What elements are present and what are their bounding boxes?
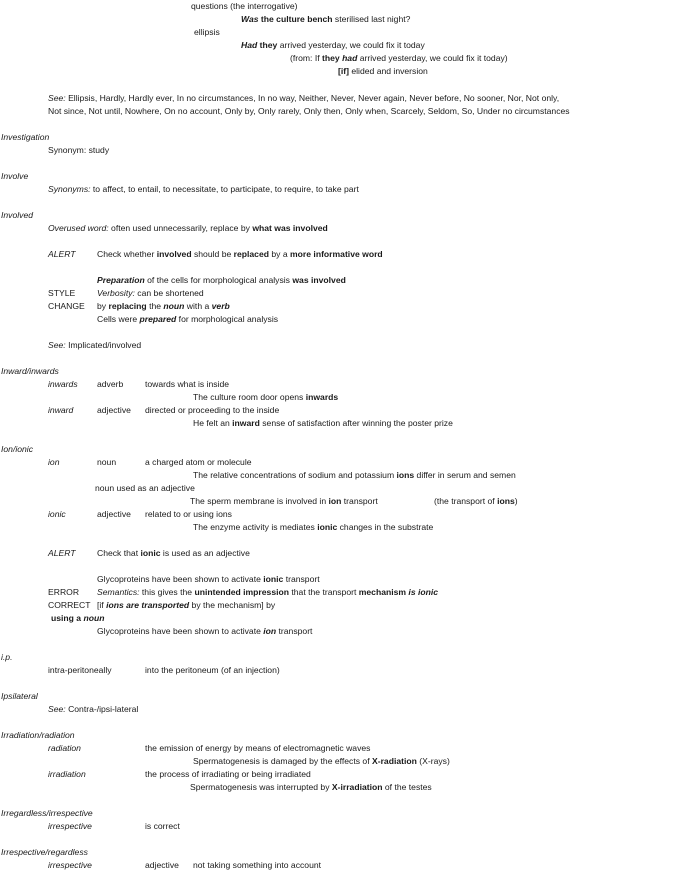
- error-label: ERROR: [48, 587, 80, 597]
- example-emph: ions: [497, 496, 515, 506]
- example-emph: X-irradiation: [331, 782, 383, 792]
- transport-of-ions: [434, 496, 518, 507]
- definition: directed or proceeding to the inside: [145, 405, 280, 415]
- example-emph: was involved: [292, 275, 346, 285]
- see-label: See:: [48, 704, 66, 714]
- example-text: transport: [341, 496, 378, 506]
- see-label: See:: [48, 340, 66, 350]
- example-emph: inward: [232, 418, 260, 428]
- note-emph: verb: [211, 301, 230, 311]
- see-label: See:: [48, 93, 66, 103]
- pos-adverb: adverb: [97, 379, 124, 389]
- see-text: Implicated/involved: [65, 340, 142, 350]
- overused-line: [48, 223, 328, 234]
- verbosity-label: Verbosity:: [97, 288, 135, 298]
- example-text: transport: [276, 626, 313, 636]
- example-emph: ionic: [317, 522, 338, 532]
- example-emph: had: [342, 53, 358, 63]
- example-text: transport: [283, 574, 320, 584]
- definition: not taking something into account: [193, 860, 322, 870]
- example-emph: they: [322, 53, 340, 63]
- example-text: sense of satisfaction after winning the poster prize: [259, 418, 453, 428]
- note-text: should be: [191, 249, 234, 259]
- see-also-ipsilateral: [48, 704, 138, 715]
- example-emph: prepared: [139, 314, 177, 324]
- questions-example: [241, 14, 410, 25]
- note-emph: ionic: [140, 548, 161, 558]
- definition: the process of irradiating or being irradiated: [145, 769, 311, 779]
- note-emph: using a: [51, 613, 84, 623]
- example-emph: they: [257, 40, 278, 50]
- correct-text: [97, 600, 275, 611]
- example-text: of the cells for morphological analysis: [144, 275, 293, 285]
- alert-text: [97, 249, 383, 260]
- example-text: Spermatogenesis is damaged by the effects of: [193, 756, 372, 766]
- from-line: [290, 53, 508, 64]
- example-emph: Preparation: [97, 275, 145, 285]
- example-ionic: [193, 522, 433, 533]
- example-emph: Had: [241, 40, 258, 50]
- example-text: Glycoproteins have been shown to activate: [97, 574, 264, 584]
- word-inwards: inwards: [48, 379, 78, 389]
- pos-adjective: adjective: [97, 509, 131, 519]
- example-emph: the culture bench: [260, 14, 333, 24]
- semantics-label: Semantics:: [97, 587, 140, 597]
- example-text: differ in serum and semen: [414, 470, 516, 480]
- pos-adjective: adjective: [145, 860, 179, 870]
- ellipsis-example: [241, 40, 425, 51]
- example-text: The enzyme activity is mediates: [193, 522, 318, 532]
- example-text: (X-rays): [416, 756, 450, 766]
- example-text: elided and inversion: [348, 66, 428, 76]
- preparation-example: [97, 275, 346, 286]
- synonyms-line: [48, 184, 359, 195]
- word-irrespective: irrespective: [48, 821, 92, 831]
- change-text: [97, 301, 230, 312]
- example-text: Glycoproteins have been shown to activate: [97, 626, 264, 636]
- alert-label: ALERT: [48, 548, 76, 558]
- example-x-irradiation: [190, 782, 432, 793]
- note-emph: ions are transported: [106, 600, 190, 610]
- example-emph: ionic: [263, 574, 284, 584]
- example-text: The relative concentrations of sodium and potassium: [193, 470, 397, 480]
- see-also-involved: [48, 340, 141, 351]
- headword-involve: Involve: [1, 171, 29, 181]
- example-text: arrived yesterday, we could fix it today): [357, 53, 508, 63]
- example-text: The culture room door opens: [193, 392, 306, 402]
- prepared-example: [97, 314, 278, 325]
- example-emph: ion: [328, 496, 342, 506]
- change-label: CHANGE: [48, 301, 85, 311]
- headword-involved: Involved: [1, 210, 34, 220]
- headword-irregardless: Irregardless/irrespective: [1, 808, 93, 818]
- example-x-radiation: [193, 756, 450, 767]
- pos-adjective: adjective: [97, 405, 131, 415]
- note-emph: replacing: [108, 301, 147, 311]
- note-text: Check that: [97, 548, 141, 558]
- example-ions: [193, 470, 516, 481]
- example-text: for morphological analysis: [176, 314, 279, 324]
- example-inward: [193, 418, 453, 429]
- example-emph: [if]: [338, 66, 349, 76]
- headword-irrespective: Irrespective/regardless: [1, 847, 88, 857]
- see-also-line-1: [48, 93, 559, 104]
- see-text: Ellipsis, Hardly, Hardly ever, In no circumstances, In no way, Neither, Never, Never again, Never before, No sooner, Nor, Not only,: [65, 93, 560, 103]
- note-emph: more informative word: [290, 249, 383, 259]
- note-text: [if: [97, 600, 107, 610]
- note-text: by: [97, 301, 109, 311]
- synonym-line: Synonym: study: [48, 145, 110, 155]
- example-text: changes in the substrate: [337, 522, 434, 532]
- example-text: arrived yesterday, we could fix it today: [277, 40, 425, 50]
- definition: the emission of energy by means of electromagnetic waves: [145, 743, 371, 753]
- example-text: (from: If: [290, 53, 322, 63]
- example-text: He felt an: [193, 418, 233, 428]
- synonyms-text: to affect, to entail, to necessitate, to participate, to require, to take part: [90, 184, 359, 194]
- elided-line: [338, 66, 428, 77]
- example-emph: Was: [241, 14, 259, 24]
- note-emph: noun: [163, 301, 185, 311]
- example-emph: inwards: [305, 392, 339, 402]
- note-emph: replaced: [233, 249, 269, 259]
- example-text: ): [514, 496, 518, 506]
- synonyms-label: Synonyms:: [48, 184, 91, 194]
- word-irradiation: irradiation: [48, 769, 86, 779]
- example-text: (the transport of: [434, 496, 498, 506]
- note-text: by the mechanism] by: [189, 600, 276, 610]
- example-text: Spermatogenesis was interrupted by: [190, 782, 332, 792]
- error-text: [97, 587, 438, 598]
- note-emph: noun: [83, 613, 105, 623]
- word-intra-peritoneally: intra-peritoneally: [48, 665, 112, 675]
- note-is-correct: is correct: [145, 821, 180, 831]
- glycoproteins-ionic: [97, 574, 320, 585]
- headword-ip: i.p.: [1, 652, 13, 662]
- word-inward: inward: [48, 405, 74, 415]
- example-text: sterilised last night?: [332, 14, 411, 24]
- note-emph: mechanism: [358, 587, 407, 597]
- definition: related to or using ions: [145, 509, 232, 519]
- note-text: by a: [269, 249, 291, 259]
- correct-label: CORRECT: [48, 600, 91, 610]
- example-emph: ions: [396, 470, 415, 480]
- alert-label: ALERT: [48, 249, 76, 259]
- note-text: Check whether: [97, 249, 157, 259]
- example-ion-transport: [190, 496, 378, 507]
- example-inwards: [193, 392, 338, 403]
- word-ionic: ionic: [48, 509, 66, 519]
- overused-label: Overused word:: [48, 223, 109, 233]
- style-text: [97, 288, 204, 299]
- using-noun: [51, 613, 104, 624]
- glycoproteins-ion: [97, 626, 312, 637]
- definition: towards what is inside: [145, 379, 230, 389]
- style-label: STYLE: [48, 288, 76, 298]
- headword-inward: Inward/inwards: [1, 366, 59, 376]
- noun-as-adjective: noun used as an adjective: [95, 483, 195, 493]
- definition: a charged atom or molecule: [145, 457, 252, 467]
- note-emph: what was involved: [252, 223, 328, 233]
- headword-ipsilateral: Ipsilateral: [1, 691, 38, 701]
- see-also-line-2: Not since, Not until, Nowhere, On no account, Only by, Only rarely, Only then, Only when, Scarcely, Seldom, So, Under no circumstances: [48, 106, 570, 116]
- see-text: Contra-/ipsi-lateral: [65, 704, 139, 714]
- example-text: of the testes: [382, 782, 432, 792]
- headword-investigation: Investigation: [1, 132, 50, 142]
- example-emph: ion: [263, 626, 277, 636]
- note-text: is used as an adjective: [160, 548, 250, 558]
- note-text: the: [146, 301, 164, 311]
- note-emph: involved: [156, 249, 192, 259]
- note-text: this gives the: [139, 587, 195, 597]
- example-emph: X-radiation: [371, 756, 417, 766]
- note-emph: unintended impression: [194, 587, 289, 597]
- note-text: often used unnecessarily, replace by: [108, 223, 253, 233]
- headword-irradiation: Irradiation/radiation: [1, 730, 75, 740]
- example-text: The sperm membrane is involved in: [190, 496, 329, 506]
- alert-text: [97, 548, 250, 559]
- ellipsis-label: ellipsis: [194, 27, 220, 37]
- word-ion: ion: [48, 457, 60, 467]
- definition: into the peritoneum (of an injection): [145, 665, 280, 675]
- note-text: that the transport: [289, 587, 359, 597]
- note-text: can be shortened: [134, 288, 204, 298]
- pos-noun: noun: [97, 457, 117, 467]
- headword-ion: Ion/ionic: [1, 444, 34, 454]
- word-irrespective: irrespective: [48, 860, 92, 870]
- questions-label: questions (the interrogative): [191, 1, 298, 11]
- note-emph: is ionic: [406, 587, 439, 597]
- example-text: Cells were: [97, 314, 140, 324]
- word-radiation: radiation: [48, 743, 81, 753]
- note-text: with a: [184, 301, 212, 311]
